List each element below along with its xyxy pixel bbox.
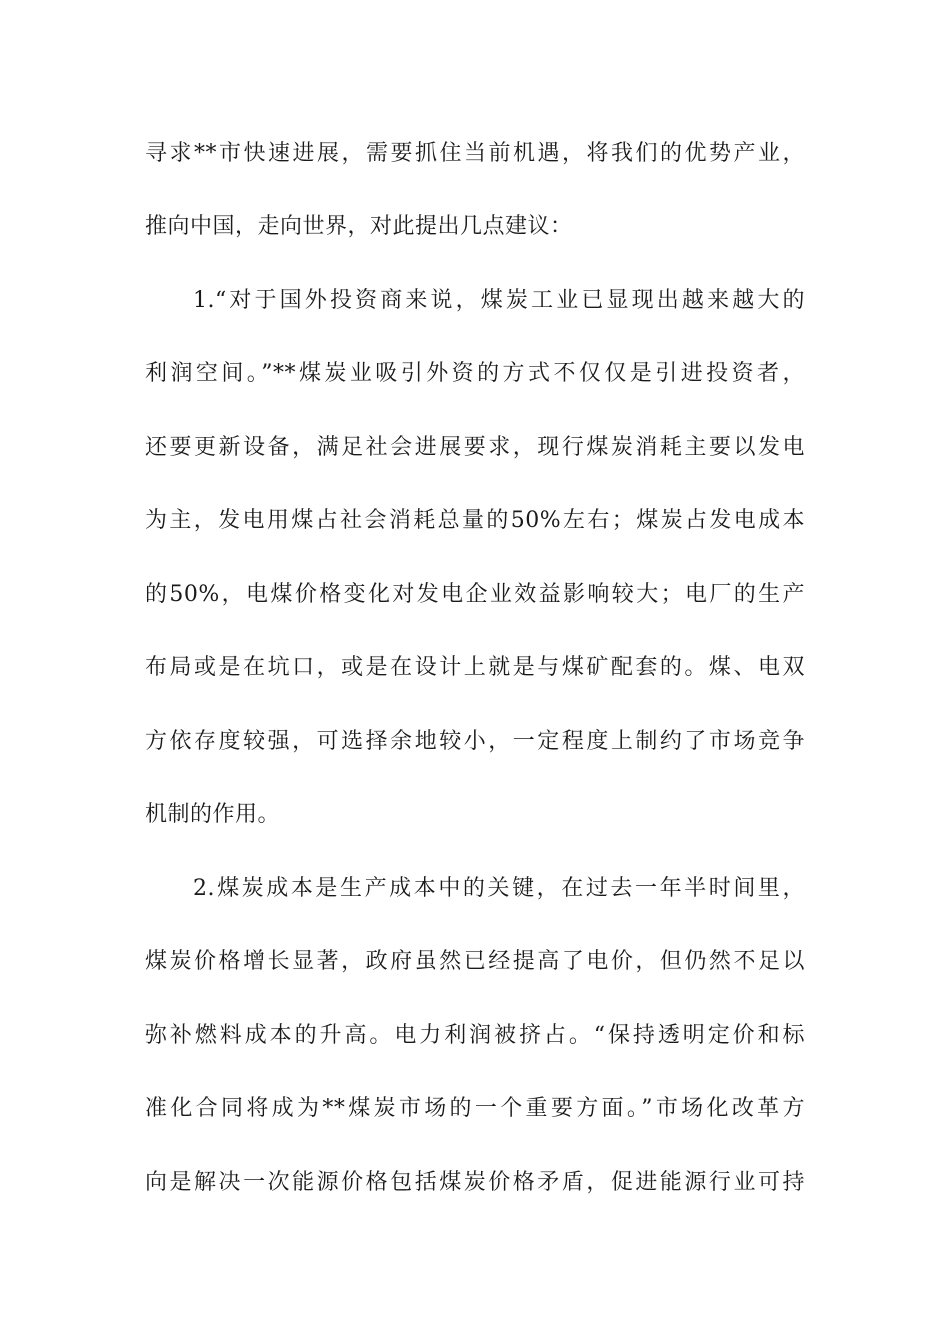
- text-line-6: 为主，发电用煤占社会消耗总量的50%左右；煤炭占发电成本: [145, 508, 805, 533]
- text-line-8: 布局或是在坑口，或是在设计上就是与煤矿配套的。煤、电双: [145, 655, 805, 680]
- text-line-9: 方依存度较强，可选择余地较小，一定程度上制约了市场竞争: [145, 729, 805, 754]
- text-line-2: 推向中国，走向世界，对此提出几点建议：: [145, 214, 573, 239]
- text-line-3: 1.“对于国外投资商来说，煤炭工业已显现出越来越大的: [193, 288, 805, 313]
- text-line-15: 向是解决一次能源价格包括煤炭价格矛盾，促进能源行业可持: [145, 1170, 805, 1195]
- text-line-7: 的50%，电煤价格变化对发电企业效益影响较大；电厂的生产: [145, 582, 805, 607]
- text-line-10: 机制的作用。: [145, 802, 281, 827]
- text-line-14: 准化合同将成为**煤炭市场的一个重要方面。”市场化改革方: [145, 1096, 805, 1121]
- text-line-5: 还要更新设备，满足社会进展要求，现行煤炭消耗主要以发电: [145, 435, 805, 460]
- text-line-13: 弥补燃料成本的升高。电力利润被挤占。“保持透明定价和标: [145, 1023, 805, 1048]
- text-line-4: 利润空间。”**煤炭业吸引外资的方式不仅仅是引进投资者，: [145, 361, 805, 386]
- text-line-12: 煤炭价格增长显著，政府虽然已经提高了电价，但仍然不足以: [145, 949, 805, 974]
- text-line-11: 2.煤炭成本是生产成本中的关键，在过去一年半时间里，: [193, 876, 805, 901]
- text-line-1: 寻求**市快速进展，需要抓住当前机遇，将我们的优势产业，: [145, 141, 805, 166]
